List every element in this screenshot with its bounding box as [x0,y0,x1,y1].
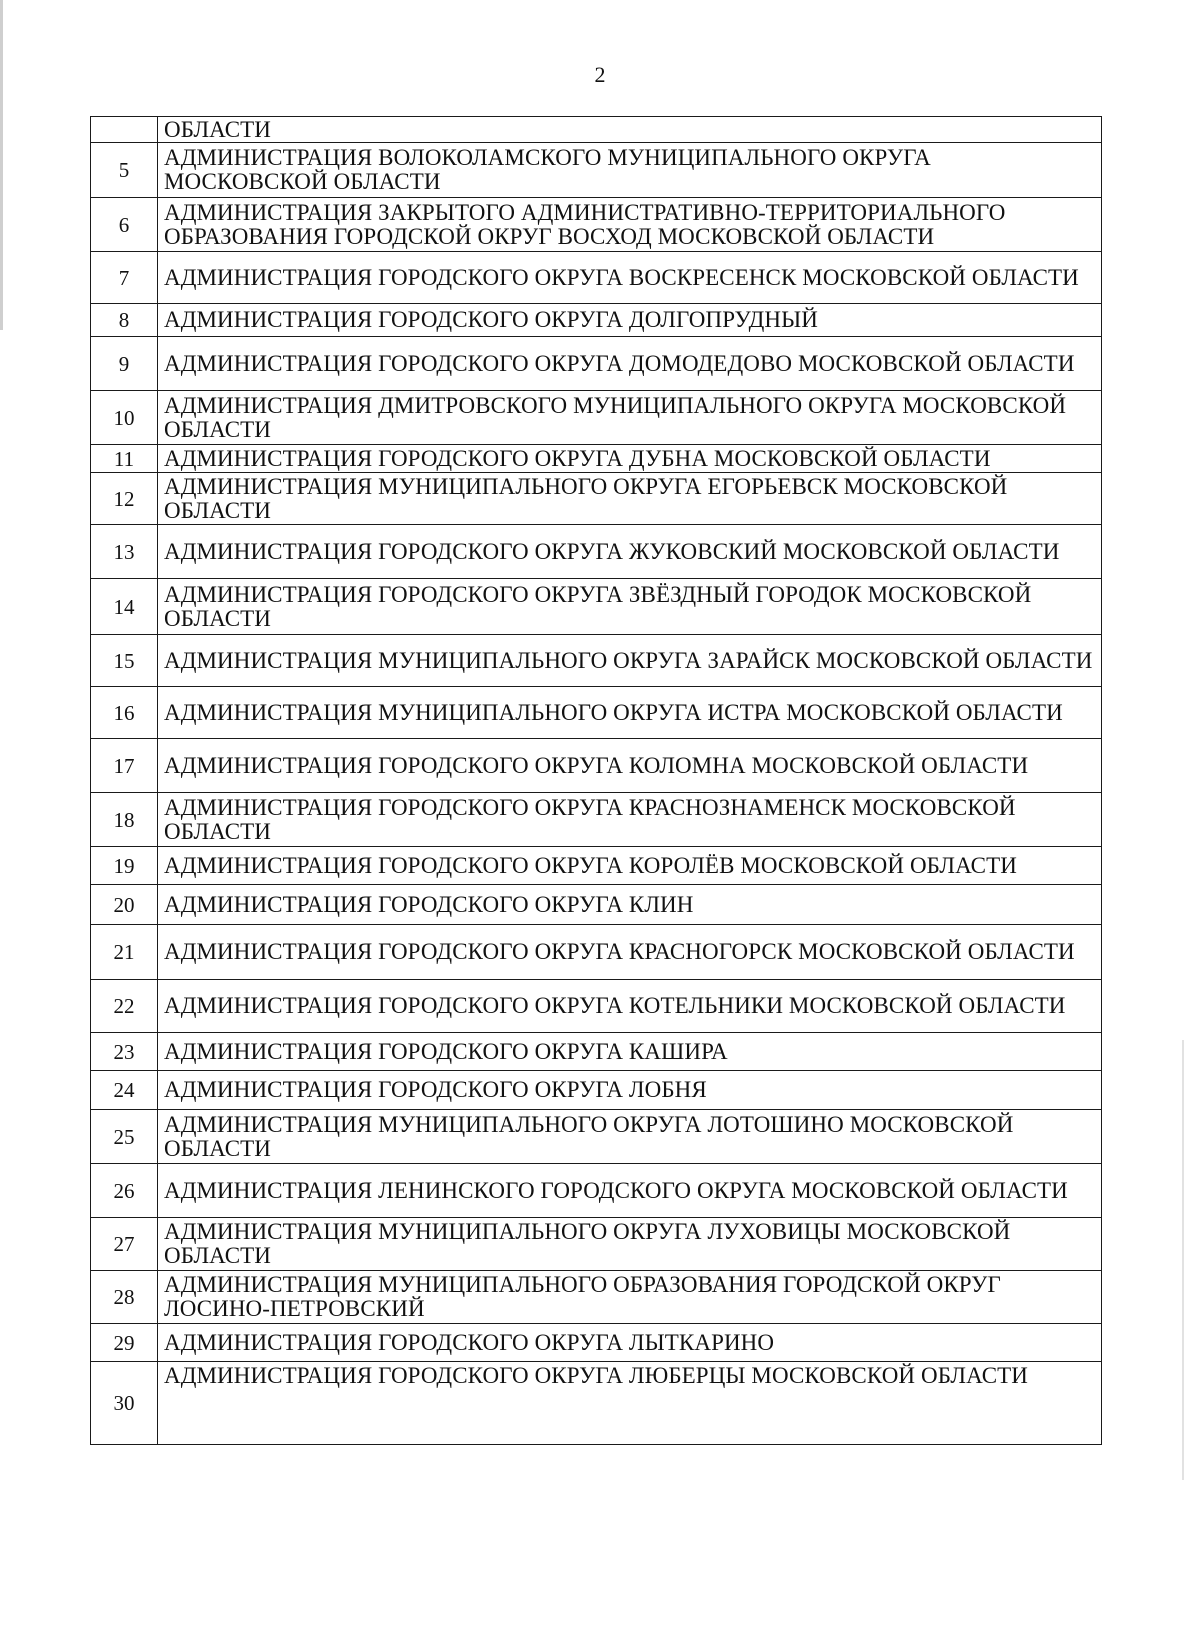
table-row [91,1164,1102,1218]
row-number: 27 [91,1218,158,1271]
row-name: АДМИНИСТРАЦИЯ МУНИЦИПАЛЬНОГО ОКРУГА ЛУХОВИЦЫ МОСКОВСКОЙ ОБЛАСТИ [158,1218,1102,1271]
table-row [91,1110,1102,1164]
table-row [91,1324,1102,1362]
row-name: АДМИНИСТРАЦИЯ ВОЛОКОЛАМСКОГО МУНИЦИПАЛЬНОГО ОКРУГА МОСКОВСКОЙ ОБЛАСТИ [158,143,1102,198]
row-number: 30 [91,1362,158,1445]
row-number: 28 [91,1271,158,1324]
row-number: 7 [91,252,158,304]
row-name: ОБЛАСТИ [158,117,1102,143]
row-name: АДМИНИСТРАЦИЯ ЗАКРЫТОГО АДМИНИСТРАТИВНО-ТЕРРИТОРИАЛЬНОГО ОБРАЗОВАНИЯ ГОРОДСКОЙ ОКРУГ ВОСХОД МОСКОВСКОЙ ОБЛАСТИ [158,198,1102,252]
row-number: 21 [91,925,158,980]
row-name: АДМИНИСТРАЦИЯ ГОРОДСКОГО ОКРУГА ЛОБНЯ [158,1071,1102,1110]
row-name: АДМИНИСТРАЦИЯ ДМИТРОВСКОГО МУНИЦИПАЛЬНОГО ОКРУГА МОСКОВСКОЙ ОБЛАСТИ [158,391,1102,445]
row-name: АДМИНИСТРАЦИЯ ГОРОДСКОГО ОКРУГА КОТЕЛЬНИКИ МОСКОВСКОЙ ОБЛАСТИ [158,980,1102,1033]
table-row [91,793,1102,847]
table-row [91,687,1102,739]
row-number: 8 [91,304,158,337]
row-name: АДМИНИСТРАЦИЯ ГОРОДСКОГО ОКРУГА ВОСКРЕСЕНСК МОСКОВСКОЙ ОБЛАСТИ [158,252,1102,304]
table-row [91,473,1102,525]
row-name: АДМИНИСТРАЦИЯ ГОРОДСКОГО ОКРУГА ДОЛГОПРУДНЫЙ [158,304,1102,337]
row-name: АДМИНИСТРАЦИЯ МУНИЦИПАЛЬНОГО ОКРУГА ИСТРА МОСКОВСКОЙ ОБЛАСТИ [158,687,1102,739]
row-name: АДМИНИСТРАЦИЯ ГОРОДСКОГО ОКРУГА КАШИРА [158,1033,1102,1071]
row-name: АДМИНИСТРАЦИЯ ГОРОДСКОГО ОКРУГА КЛИН [158,885,1102,925]
row-number: 18 [91,793,158,847]
row-number: 23 [91,1033,158,1071]
row-name: АДМИНИСТРАЦИЯ ГОРОДСКОГО ОКРУГА ЖУКОВСКИЙ МОСКОВСКОЙ ОБЛАСТИ [158,525,1102,579]
row-number: 26 [91,1164,158,1218]
row-number: 9 [91,337,158,391]
table-row [91,925,1102,980]
table-row [91,304,1102,337]
row-name: АДМИНИСТРАЦИЯ ГОРОДСКОГО ОКРУГА КОРОЛЁВ МОСКОВСКОЙ ОБЛАСТИ [158,847,1102,885]
row-number: 10 [91,391,158,445]
scan-edge-right [1182,1040,1184,1480]
row-name: АДМИНИСТРАЦИЯ МУНИЦИПАЛЬНОГО ОБРАЗОВАНИЯ ГОРОДСКОЙ ОКРУГ ЛОСИНО-ПЕТРОВСКИЙ [158,1271,1102,1324]
row-name: АДМИНИСТРАЦИЯ ГОРОДСКОГО ОКРУГА ЛЫТКАРИНО [158,1324,1102,1362]
table-row [91,143,1102,198]
table-row [91,847,1102,885]
table-row [91,1218,1102,1271]
table-row [91,1033,1102,1071]
row-number: 11 [91,445,158,473]
row-number: 12 [91,473,158,525]
row-name: АДМИНИСТРАЦИЯ ЛЕНИНСКОГО ГОРОДСКОГО ОКРУГА МОСКОВСКОЙ ОБЛАСТИ [158,1164,1102,1218]
table-row [91,337,1102,391]
table-row [91,635,1102,687]
row-name: АДМИНИСТРАЦИЯ ГОРОДСКОГО ОКРУГА КРАСНОГОРСК МОСКОВСКОЙ ОБЛАСТИ [158,925,1102,980]
table-row [91,1071,1102,1110]
row-number: 13 [91,525,158,579]
row-number: 5 [91,143,158,198]
table-row [91,980,1102,1033]
table-row [91,391,1102,445]
row-number: 17 [91,739,158,793]
table-row [91,1362,1102,1445]
row-number: 19 [91,847,158,885]
table-row [91,252,1102,304]
row-name: АДМИНИСТРАЦИЯ МУНИЦИПАЛЬНОГО ОКРУГА ЕГОРЬЕВСК МОСКОВСКОЙ ОБЛАСТИ [158,473,1102,525]
row-number: 22 [91,980,158,1033]
row-number: 20 [91,885,158,925]
row-name: АДМИНИСТРАЦИЯ ГОРОДСКОГО ОКРУГА ЛЮБЕРЦЫ МОСКОВСКОЙ ОБЛАСТИ [158,1362,1102,1445]
organizations-table [90,116,1102,1445]
row-number: 24 [91,1071,158,1110]
table-row [91,198,1102,252]
row-name: АДМИНИСТРАЦИЯ МУНИЦИПАЛЬНОГО ОКРУГА ЗАРАЙСК МОСКОВСКОЙ ОБЛАСТИ [158,635,1102,687]
row-name: АДМИНИСТРАЦИЯ ГОРОДСКОГО ОКРУГА КОЛОМНА МОСКОВСКОЙ ОБЛАСТИ [158,739,1102,793]
table-row [91,579,1102,635]
page-number: 2 [594,62,606,87]
row-number: 29 [91,1324,158,1362]
row-name: АДМИНИСТРАЦИЯ ГОРОДСКОГО ОКРУГА ДУБНА МОСКОВСКОЙ ОБЛАСТИ [158,445,1102,473]
row-number: 14 [91,579,158,635]
table-row [91,885,1102,925]
scan-edge-left [0,0,3,330]
table-row [91,739,1102,793]
row-number: 6 [91,198,158,252]
table-row [91,1271,1102,1324]
row-number: 15 [91,635,158,687]
row-name: АДМИНИСТРАЦИЯ ГОРОДСКОГО ОКРУГА ЗВЁЗДНЫЙ ГОРОДОК МОСКОВСКОЙ ОБЛАСТИ [158,579,1102,635]
row-name: АДМИНИСТРАЦИЯ МУНИЦИПАЛЬНОГО ОКРУГА ЛОТОШИНО МОСКОВСКОЙ ОБЛАСТИ [158,1110,1102,1164]
table-row [91,117,1102,143]
table-row [91,525,1102,579]
row-number: 25 [91,1110,158,1164]
row-number: 16 [91,687,158,739]
table-row [91,445,1102,473]
row-name: АДМИНИСТРАЦИЯ ГОРОДСКОГО ОКРУГА КРАСНОЗНАМЕНСК МОСКОВСКОЙ ОБЛАСТИ [158,793,1102,847]
row-name: АДМИНИСТРАЦИЯ ГОРОДСКОГО ОКРУГА ДОМОДЕДОВО МОСКОВСКОЙ ОБЛАСТИ [158,337,1102,391]
row-number [91,117,158,143]
